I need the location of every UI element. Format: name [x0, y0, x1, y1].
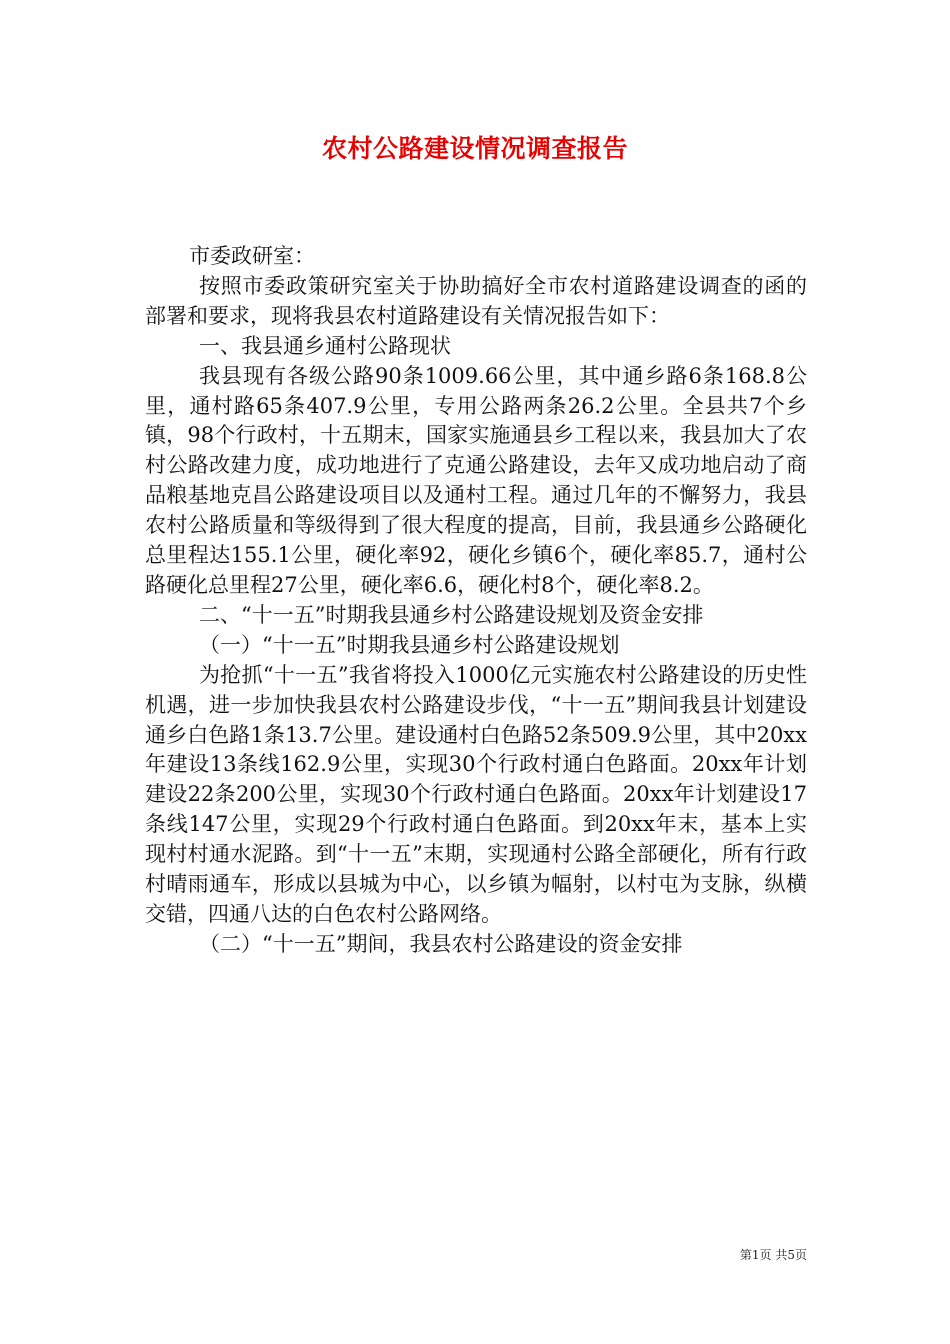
salutation: 市委政研室： [189, 244, 315, 268]
footer-current-page: 1 [751, 1248, 760, 1262]
document-body [145, 242, 807, 960]
footer-prefix: 第 [739, 1248, 752, 1262]
footer-suffix: 页 [794, 1248, 807, 1262]
section-heading-2: 二、“十一五”时期我县通乡村公路建设规划及资金安排 [199, 602, 704, 627]
footer-total-pages: 5 [787, 1248, 795, 1262]
paragraph-status: 我县现有各级公路90条1009.66公里，其中通乡路6条168.8公里，通村路65条407.9公里，专用公路两条26.2公里。全县共7个乡镇，98个行政村，十五期末，国家实施通县乡工程以来，我县加大了农村公路改建力度，成功地进行了克通公路建设，去年又成功地启动了商品粮基地克昌公路建设项目以及通村工程。通过几年的不懈努力，我县农村公路质量和等级得到了很大程度的提高，目前，我县通乡公路硬化总里程达155.1公里，硬化率92，硬化乡镇6个，硬化率85.7，通村公路硬化总里程27公里，硬化率6.6，硬化村8个，硬化率8.2。 [145, 363, 807, 597]
footer-middle: 页 共 [759, 1248, 788, 1262]
paragraph-plan: 为抢抓“十一五”我省将投入1000亿元实施农村公路建设的历史性机遇，进一步加快我县农村公路建设步伐，“十一五”期间我县计划建设通乡白色路1条13.7公里。建设通村白色路52条509.9公里，其中20xx年建设13条线162.9公里，实现30个行政村通白色路面。20xx年计划建设22条200公里，实现30个行政村通白色路面。20xx年计划建设17条线147公里，实现29个行政村通白色路面。到20xx年末，基本上实现村村通水泥路。到“十一五”末期，实现通村公路全部硬化，所有行政村晴雨通车，形成以县城为中心，以乡镇为幅射，以村屯为支脉，纵横交错，四通八达的白色农村公路网络。 [145, 662, 807, 926]
subsection-heading-2: （二）“十一五”期间，我县农村公路建设的资金安排 [199, 931, 683, 956]
page-number-footer [740, 1247, 807, 1263]
paragraph-intro: 按照市委政策研究室关于协助搞好全市农村道路建设调查的函的部署和要求，现将我县农村道路建设有关情况报告如下： [145, 273, 807, 328]
document-title: 农村公路建设情况调查报告 [321, 134, 628, 163]
subsection-heading-1: （一）“十一五”时期我县通乡村公路建设规划 [199, 632, 620, 657]
section-heading-1: 一、我县通乡通村公路现状 [199, 333, 451, 358]
